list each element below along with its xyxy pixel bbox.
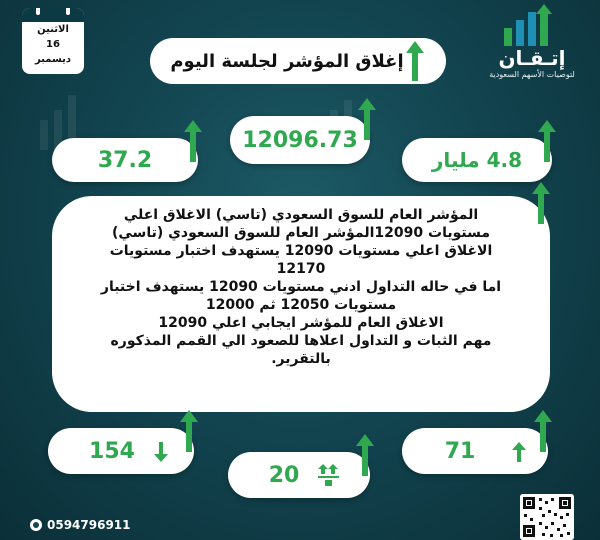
arrow-up-icon [536,120,558,162]
logo-title: إتـقـان [498,46,566,70]
volume-value: 4.8 مليار [431,148,523,172]
analysis-line: المؤشر العام للسوق السعودي (تاسي) الاغلاق اعلي [123,207,479,223]
calendar-day-number: 16 [46,39,60,50]
volume-card [402,138,552,182]
date-calendar [22,8,84,74]
calendar-ring [36,8,40,15]
analysis-line: الاغلاق اعلي مستويات 12090 يستهدف اختبار مستويات [109,243,493,259]
index-close-card [230,116,370,164]
arrow-down-icon [154,442,168,462]
analysis-line: الاغلاق العام للمؤشر ايجابي اعلي 12090 [158,315,444,331]
chart-bars-icon [470,4,594,48]
arrow-up-small-icon [512,442,526,462]
change-value: 37.2 [97,147,153,173]
analysis-line: مستويات 12050 ثم 12000 [205,297,397,313]
rising-count: 71 [444,438,476,464]
arrow-up-icon [356,98,378,140]
calendar-month: ديسمبر [34,54,72,65]
analysis-line: مستويات 12090المؤشر العام للسوق السعودي (تاسي) [111,225,490,241]
unchanged-count: 20 [268,462,300,488]
analysis-line: اما في حاله التداول ادني مستويات 12090 يستهدف اختبار [100,279,502,295]
calendar-day-name: الاثنين [37,24,69,35]
arrow-up-icon [354,434,376,476]
calendar-ring [66,8,70,15]
whatsapp-icon [30,519,42,531]
falling-count: 154 [89,438,135,464]
arrow-up-icon [404,41,426,81]
up-down-arrows-icon [318,464,340,486]
analysis-line: 12170 [276,261,326,277]
analysis-line: مهم الثبات و التداول اعلاها للصعود الي القمم المذكوره [110,333,492,349]
arrow-up-icon [532,410,554,452]
analysis-line: بالتقرير. [271,351,331,367]
change-card [52,138,198,182]
calendar-header [22,8,84,22]
unchanged-stocks-card [228,452,370,498]
header-title: إغلاق المؤشر لجلسة اليوم [170,50,404,72]
falling-stocks-card [48,428,194,474]
header-title-pill [150,38,446,84]
arrow-up-icon [530,182,552,224]
arrow-up-icon [182,120,204,162]
qr-code-icon [520,494,574,540]
brand-logo [470,4,594,84]
analysis-text-box [52,196,550,412]
logo-subtitle: لتوصيات الأسهم السعودية [489,70,575,79]
contact-phone [30,518,131,532]
index-close-value: 12096.73 [242,127,358,153]
rising-stocks-card [402,428,548,474]
phone-number: 0594796911 [47,518,131,532]
arrow-up-icon [178,410,200,452]
